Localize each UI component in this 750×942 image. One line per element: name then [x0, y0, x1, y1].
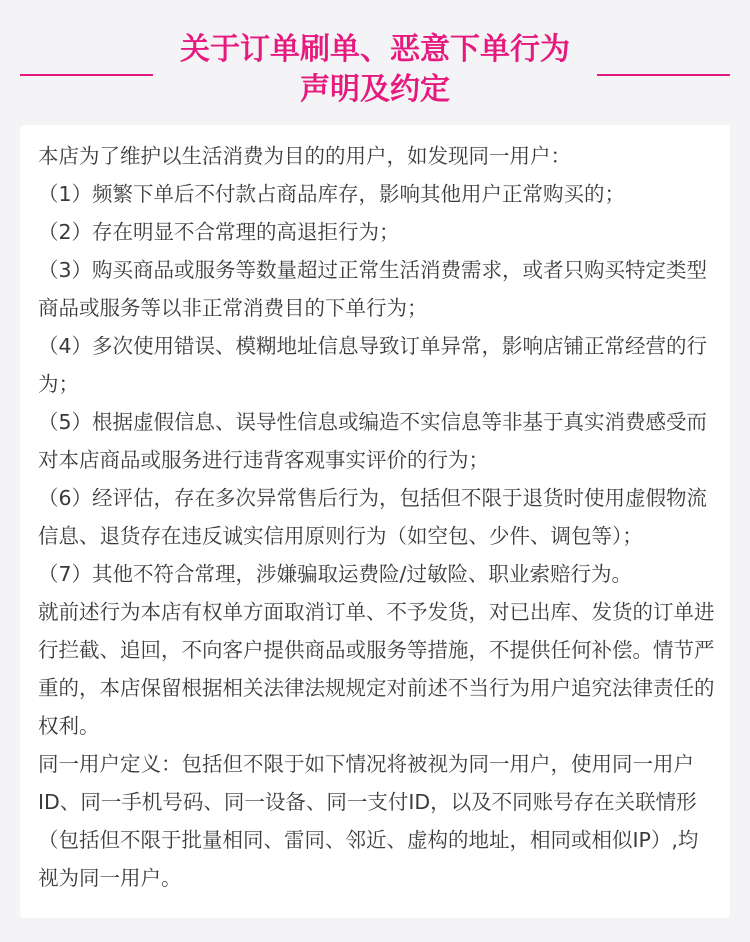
list-item-1: （1）频繁下单后不付款占商品库存，影响其他用户正常购买的；	[38, 182, 626, 206]
right-divider	[597, 74, 730, 76]
list-item-3: （3）购买商品或服务等数量超过正常生活消费需求，或者只购买特定类型商品或服务等以非正常消费目的下单行为；	[38, 258, 708, 320]
title-line-1: 关于订单刷单、恶意下单行为	[180, 32, 570, 67]
list-item-7: （7）其他不符合常理，涉嫌骗取运费险/过敏险、职业索赔行为。	[38, 562, 632, 586]
definition-text: 同一用户定义：包括但不限于如下情况将被视为同一用户，使用同一用户ID、同一手机号码、同一设备、同一支付ID，以及不同账号存在关联情形（包括但不限于批量相同、雷同、邻近、虚构的地址，相同或相似IP）,均视为同一用户。	[38, 752, 699, 890]
page-title	[155, 30, 595, 110]
intro-text: 本店为了维护以生活消费为目的的用户，如发现同一用户：	[38, 144, 571, 168]
list-item-2: （2）存在明显不合常理的高退拒行为；	[38, 220, 400, 244]
list-item-5: （5）根据虚假信息、误导性信息或编造不实信息等非基于真实消费感受而对本店商品或服务进行违背客观事实评价的行为；	[38, 410, 708, 472]
statement-card	[20, 125, 730, 918]
statement-body	[38, 137, 716, 897]
list-item-6: （6）经评估，存在多次异常售后行为，包括但不限于退货时使用虚假物流信息、退货存在违反诚实信用原则行为（如空包、少件、调包等）；	[38, 486, 708, 548]
title-line-2: 声明及约定	[300, 72, 450, 107]
measures-text: 就前述行为本店有权单方面取消订单、不予发货，对已出库、发货的订单进行拦截、追回，不向客户提供商品或服务等措施，不提供任何补偿。情节严重的，本店保留根据相关法律法规规定对前述不当行为用户追究法律责任的权利。	[38, 600, 715, 738]
left-divider	[20, 74, 153, 76]
header	[0, 30, 750, 120]
list-item-4: （4）多次使用错误、模糊地址信息导致订单异常，影响店铺正常经营的行为；	[38, 334, 708, 396]
